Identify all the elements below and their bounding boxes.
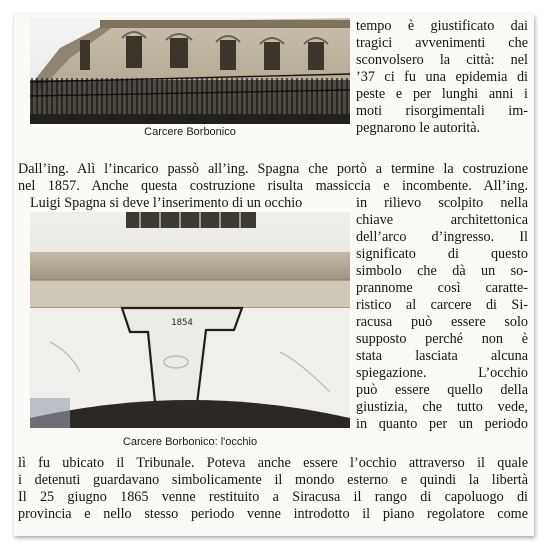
text-line: lì fu ubicato il Tribunale. Poteva anche essere l’occhio attraverso il quale [18, 455, 528, 471]
photo1-caption: Carcere Borbonico [144, 126, 236, 138]
text-line: nel 1857. Anche questa costruzione risulta massiccia e incombente. All’ing. [18, 178, 528, 194]
text-line-left: Luigi Spagna si deve l’inserimento di un occhio [30, 195, 303, 211]
text-line: Dall’ing. Alì l’incarico passò all’ing. Spagna che portò a termine la costruzione [18, 161, 528, 177]
text-line: prannome così caratte- [356, 280, 528, 296]
text-line: chiave architettonica [356, 212, 528, 228]
text-line: giustizia, che tutto vede, [356, 399, 528, 415]
text-line: significato di questo [356, 246, 528, 262]
book-page [14, 14, 534, 536]
keystone-eye-photo [30, 212, 350, 428]
photo2-caption: Carcere Borbonico: l'occhio [122, 436, 258, 448]
text-line: in quanto per un periodo [356, 416, 528, 432]
text-line: spiegazione. L’occhio [356, 365, 528, 381]
text-line: può essere quello della [356, 382, 528, 398]
text-line-right: in rilievo scolpito nella [356, 195, 528, 211]
text-line: moti risorgimentali im- [356, 103, 528, 119]
keystone-date: 1854 [171, 318, 193, 328]
text-line: supposto perché non è [356, 331, 528, 347]
text-line: i detenuti guardavano simbolicamente il mondo esterno e quindi la libertà [18, 472, 528, 488]
text-line: racusa può essere solo [356, 314, 528, 330]
text-line: sconvolsero la città: nel [356, 52, 528, 68]
text-line: pegnarono le autorità. [356, 120, 481, 136]
text-line: provincia e nello stesso periodo venne introdotto il piano regolatore come [18, 506, 528, 522]
text-line: dell’arco d’ingresso. Il [356, 229, 528, 245]
text-line: tragici avvenimenti che [356, 35, 528, 51]
text-line: peste e per lunghi anni i [356, 86, 528, 102]
text-line: stata lasciata alcuna [356, 348, 528, 364]
prison-facade-photo [30, 18, 350, 124]
text-line: ristico al carcere di Si- [356, 297, 528, 313]
text-line: simbolo che dà un so- [356, 263, 528, 279]
text-line: ’37 ci fu una epidemia di [356, 69, 528, 85]
text-line: Il 25 giugno 1865 venne restituito a Siracusa il rango di capoluogo di [18, 489, 528, 505]
text-line: tempo è giustificato dai [356, 18, 528, 34]
